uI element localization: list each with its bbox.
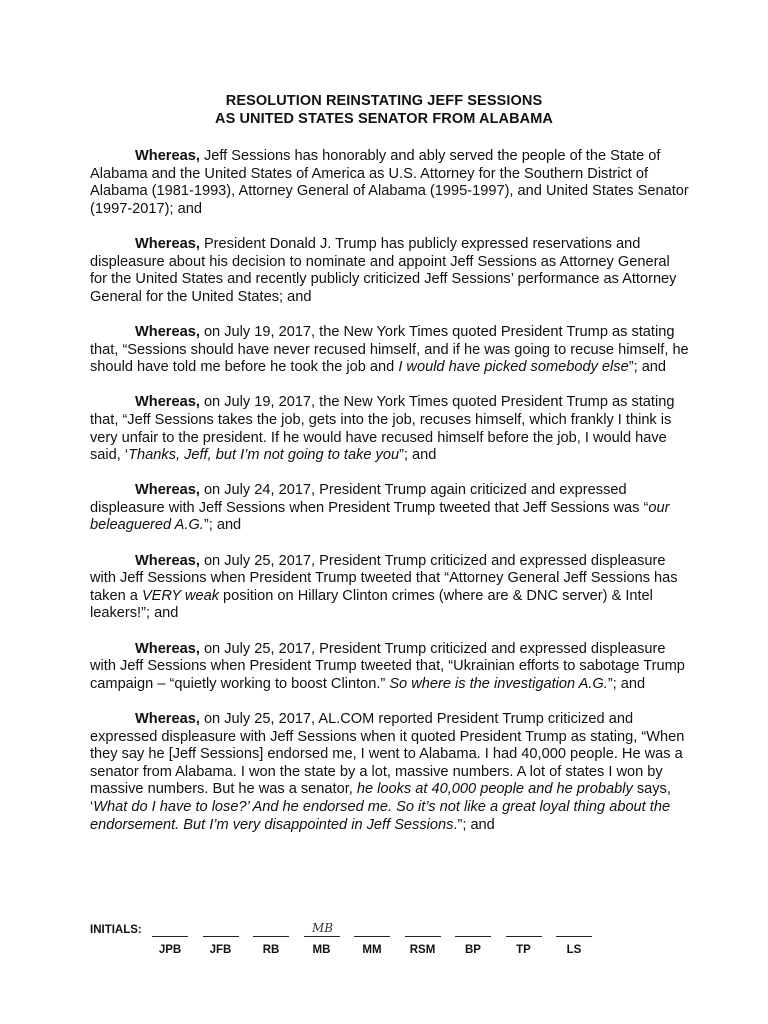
whereas-lead: Whereas,: [135, 482, 200, 499]
signature-line: [304, 936, 340, 937]
handwritten-initials: MB: [311, 921, 334, 935]
whereas-lead: Whereas,: [135, 394, 200, 411]
initials-name: RB: [262, 944, 280, 956]
clause-text: on July 24, 2017, President Trump again criticized and expressed displeasure with Jeff Sessions when President Trump tweeted that Jeff Sessions was “: [90, 482, 649, 516]
whereas-clause: [90, 394, 690, 464]
clause-text: President Donald J. Trump has publicly expressed reservations and displeasure about his decision to nominate and appoint Jeff Sessions as Attorney General for the United States and recently publicly criticized Jeff Sessions’ performance as Attorney General for the United States; and: [90, 235, 677, 305]
signature-line: [405, 936, 441, 937]
signature-line: [354, 936, 390, 937]
signature-line: [455, 936, 491, 937]
clause-text: on July 19, 2017, the New York Times quoted President Trump as stating that, “Jeff Sessions takes the job, gets into the job, recuses himself, which frankly I think is very unfair to the president. If he would have recused himself before the job, I would have said, ‘: [90, 394, 675, 464]
whereas-clause: [90, 236, 690, 306]
quoted-italic-text: he looks at 40,000 people and he probably: [356, 781, 633, 798]
clause-text: Jeff Sessions has honorably and ably served the people of the State of Alabama and the United States of America as U.S. Attorney for the Southern District of Alabama (1981-1993), Attorney General of Alabama (1995-1997), and United States Senator (1997-2017); and: [90, 148, 689, 217]
clause-text: position on Hillary Clinton crimes (where are & DNC server) & Intel leakers!”; and: [90, 587, 653, 622]
signature-line: [203, 936, 239, 937]
whereas-clause: [90, 482, 690, 535]
clause-text: ”; and: [203, 517, 242, 534]
signature-line: [506, 936, 542, 937]
initials-name: LS: [566, 944, 582, 956]
whereas-clause: [90, 641, 690, 694]
initials-slot-jpb[interactable]: [152, 922, 188, 966]
initials-slot-bp[interactable]: [455, 922, 491, 966]
quoted-italic-text: VERY weak: [141, 587, 219, 604]
initials-label: INITIALS:: [90, 924, 142, 936]
quoted-italic-text: our beleaguered A.G.: [90, 499, 670, 534]
initials-slot-rsm[interactable]: [405, 922, 441, 966]
quoted-italic-text: What do I have to lose?’ And he endorsed me. So it’s not like a great loyal thing about the endorsement. But I’m very disappointed in Jeff Sessions: [90, 798, 671, 833]
quoted-italic-text: Thanks, Jeff, but I’m not going to take you: [128, 447, 400, 464]
clause-text: ”; and: [628, 359, 667, 376]
quoted-italic-text: So where is the investigation A.G.: [389, 675, 608, 692]
whereas-clause: [90, 148, 690, 218]
signature-line: [253, 936, 289, 937]
initials-slot-tp[interactable]: [506, 922, 542, 966]
whereas-clauses: [90, 148, 690, 852]
initials-name: TP: [516, 944, 531, 956]
signature-line: [152, 936, 188, 937]
clause-text: on July 25, 2017, President Trump criticized and expressed displeasure with Jeff Sessions when President Trump tweeted that “Attorney General Jeff Sessions has taken a: [90, 552, 678, 604]
whereas-lead: Whereas,: [135, 148, 200, 164]
whereas-clause: [90, 553, 690, 623]
initials-slot-mm[interactable]: [354, 922, 390, 966]
clause-text: on July 25, 2017, President Trump criticized and expressed displeasure with Jeff Sessions when President Trump tweeted that, “Ukrainian efforts to sabotage Trump campaign – “quietly working to boost Clinton.”: [90, 640, 685, 692]
initials-slot-mb[interactable]: [304, 922, 340, 966]
initials-slot-ls[interactable]: [556, 922, 592, 966]
initials-name: JPB: [158, 944, 182, 956]
clause-text: .”; and: [453, 816, 495, 833]
resolution-title-line-2: AS UNITED STATES SENATOR FROM ALABAMA: [215, 111, 553, 127]
clause-text: says, ‘: [90, 781, 671, 815]
clause-text: ”; and: [399, 447, 437, 464]
resolution-title-line-1: RESOLUTION REINSTATING JEFF SESSIONS: [225, 93, 543, 109]
whereas-clause: [90, 324, 690, 377]
whereas-clause: [90, 711, 690, 834]
clause-text: on July 25, 2017, AL.COM reported President Trump criticized and expressed displeasure with Jeff Sessions when it quoted President Trump as stating, “When they say he [Jeff Sessions] endorsed me, I went to Alabama. I had 40,000 people. He was a senator from Alabama. I won the state by a lot, massive numbers. A lot of states I won by massive numbers. But he was a senator,: [90, 711, 685, 798]
whereas-lead: Whereas,: [135, 323, 200, 340]
clause-text: on July 19, 2017, the New York Times quoted President Trump as stating that, “Sessions should have never recused himself, and if he was going to recuse himself, he should have told me before he took the job and: [90, 323, 689, 376]
initials-name: MB: [312, 944, 331, 956]
whereas-lead: Whereas,: [135, 711, 200, 727]
initials-slot-rb[interactable]: [253, 922, 289, 966]
initials-name: RSM: [409, 944, 436, 956]
whereas-lead: Whereas,: [135, 235, 200, 252]
clause-text: ”; and: [607, 675, 646, 692]
quoted-italic-text: I would have picked somebody else: [398, 359, 629, 376]
initials-row: [90, 922, 710, 972]
initials-slot-jfb[interactable]: [203, 922, 239, 966]
whereas-lead: Whereas,: [135, 640, 200, 657]
signature-line: [556, 936, 592, 937]
initials-name: MM: [362, 944, 382, 956]
initials-name: JFB: [209, 944, 232, 956]
initials-name: BP: [465, 944, 481, 956]
whereas-lead: Whereas,: [135, 552, 200, 569]
